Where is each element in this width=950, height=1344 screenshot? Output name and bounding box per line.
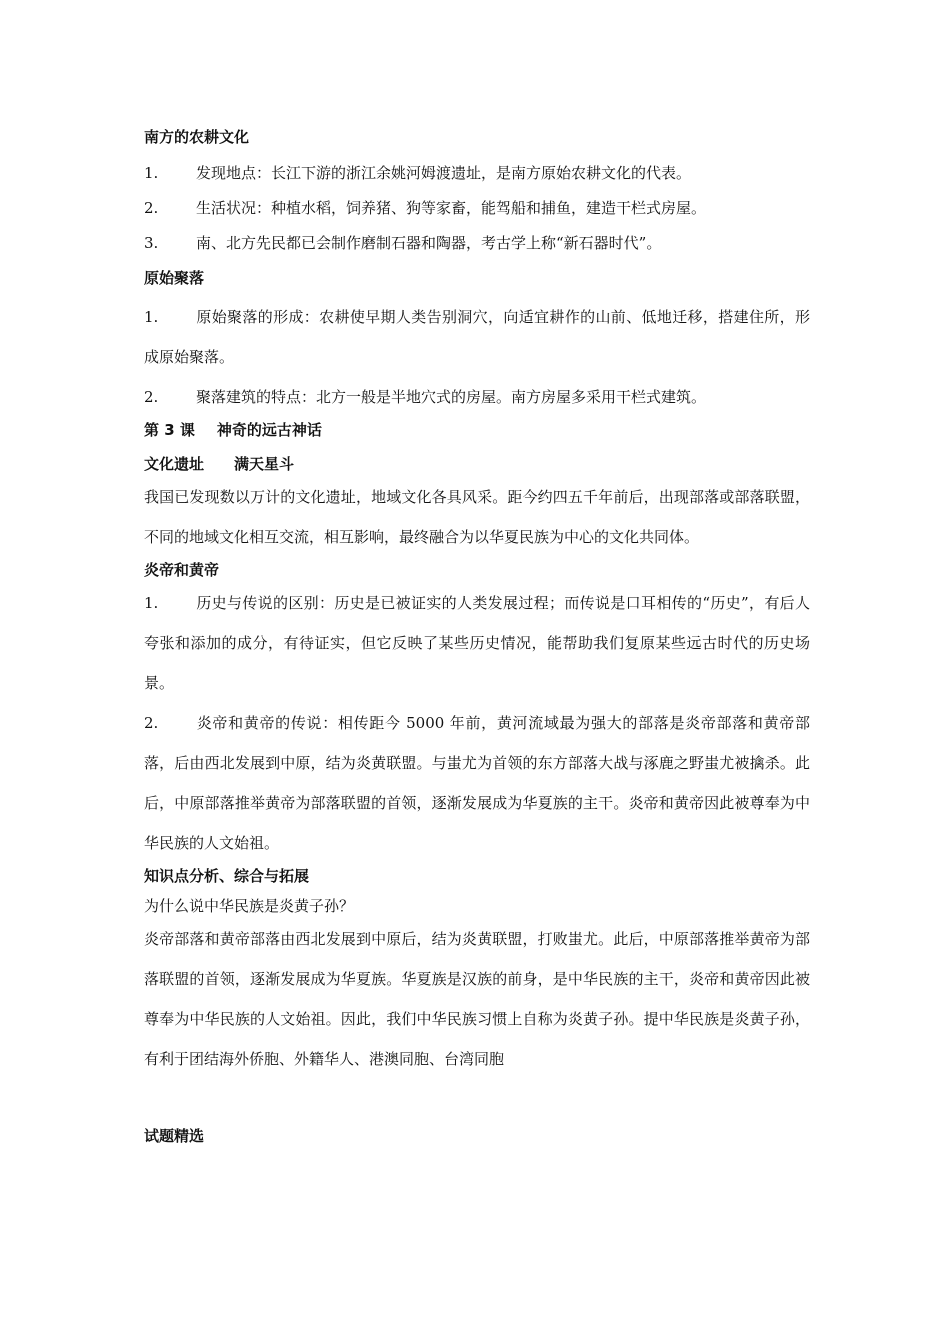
heading-cultural-sites: 文化遗址 满天星斗	[144, 455, 295, 473]
list-item: 3. 南、北方先民都已会制作磨制石器和陶器，考古学上称“新石器时代”。	[144, 234, 662, 252]
paragraph-cultural-sites: 我国已发现数以万计的文化遗址，地域文化各具风采。距今约四五千年前后，出现部落或部落联盟，不同的地域文化相互交流，相互影响，最终融合为以华夏民族为中心的文化共同体。	[144, 488, 810, 546]
question: 为什么说中华民族是炎黄子孙？	[144, 897, 355, 915]
document-page	[144, 124, 810, 1147]
list-item: 1. 历史与传说的区别：历史是已被证实的人类发展过程；而传说是口耳相传的“历史”，有后人夸张和添加的成分，有待证实，但它反映了某些历史情况，能帮助我们复原某些远古时代的历史场景。	[144, 594, 810, 692]
list-item: 1. 发现地点：长江下游的浙江余姚河姆渡遗址，是南方原始农耕文化的代表。	[144, 164, 692, 182]
heading-analysis: 知识点分析、综合与拓展	[144, 867, 310, 885]
list-item: 2. 炎帝和黄帝的传说：相传距今 5000 年前，黄河流域最为强大的部落是炎帝部落和黄帝部落，后由西北发展到中原，结为炎黄联盟。与蚩尤为首领的东方部落大战与涿鹿之野蚩尤被擒杀。此后，中原部落推举黄帝为部落联盟的首领，逐渐发展成为华夏族的主干。炎帝和黄帝因此被尊奉为中华民族的人文始祖。	[144, 714, 810, 852]
heading-selected-questions: 试题精选	[144, 1127, 205, 1145]
list-item: 2. 聚落建筑的特点：北方一般是半地穴式的房屋。南方房屋多采用干栏式建筑。	[144, 388, 707, 406]
list-item: 2. 生活状况：种植水稻，饲养猪、狗等家畜，能驾船和捕鱼，建造干栏式房屋。	[144, 199, 707, 217]
heading-yandi-huangdi: 炎帝和黄帝	[144, 561, 220, 579]
heading-southern-farming: 南方的农耕文化	[144, 128, 250, 146]
lesson-title: 第 3 课 神奇的远古神话	[144, 421, 322, 439]
list-item: 1. 原始聚落的形成：农耕使早期人类告别洞穴，向适宜耕作的山前、低地迁移，搭建住所，形成原始聚落。	[144, 308, 810, 366]
heading-primitive-settlement: 原始聚落	[144, 269, 205, 287]
paragraph-analysis: 炎帝部落和黄帝部落由西北发展到中原后，结为炎黄联盟，打败蚩尤。此后，中原部落推举黄帝为部落联盟的首领，逐渐发展成为华夏族。华夏族是汉族的前身，是中华民族的主干，炎帝和黄帝因此被尊奉为中华民族的人文始祖。因此，我们中华民族习惯上自称为炎黄子孙。提中华民族是炎黄子孙，有利于团结海外侨胞、外籍华人、港澳同胞、台湾同胞	[144, 930, 810, 1068]
